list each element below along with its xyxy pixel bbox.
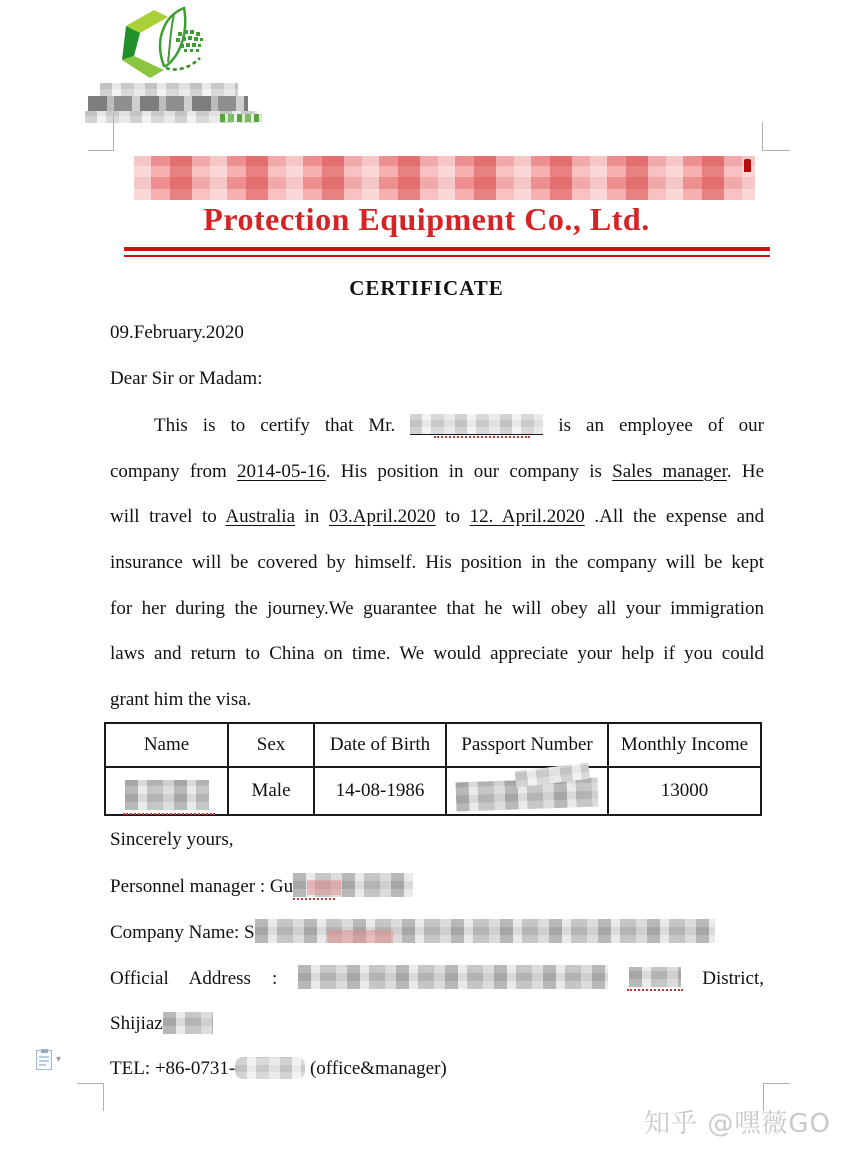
cell-income: 13000 [608,767,761,815]
closing-company-name [110,919,715,945]
tel-suffix-text: (office&manager) [309,1058,447,1079]
body-text: in [304,506,320,527]
col-header-name: Name [105,723,228,767]
underlined-hire-date: 2014-05-16 [237,461,326,482]
redaction-tint [328,930,392,943]
letterhead-rule-thin [124,255,770,257]
address-district-text: District, [702,968,764,989]
redacted-phone-blur [235,1057,305,1079]
underlined-position: Sales manager [612,461,727,482]
cell-sex: Male [228,767,314,815]
body-text: . His position in our company is [325,461,602,482]
closing-official-address [110,965,764,992]
company-name-label: Company Name: S [110,922,255,943]
underlined-travel-end: 12. April.2020 [469,506,585,527]
margin-crop-mark [113,115,114,151]
col-header-dob: Date of Birth [314,723,446,767]
underlined-travel-start: 03.April.2020 [329,506,436,527]
salutation: Dear Sir or Madam: [110,368,263,389]
body-line-5: for her during the journey.We guarantee that he will obey all your immigration [110,598,764,619]
margin-crop-mark [762,122,763,151]
body-text: . He [726,461,764,482]
cell-dob: 14-08-1986 [314,767,446,815]
employee-info-table [104,722,762,816]
redacted-logo-subtext-blur [220,114,262,122]
col-header-sex: Sex [228,723,314,767]
clipboard-paste-icon [36,1050,52,1070]
redacted-name-blur [125,780,209,810]
redacted-company-name-blur [255,919,715,943]
spellcheck-squiggle [293,898,335,900]
spellcheck-squiggle [123,813,215,815]
redacted-logo-text-blur [100,83,238,96]
margin-crop-mark [763,1083,790,1084]
closing-personnel-manager [110,873,413,899]
official-address-label: Official Address : [110,968,278,989]
redacted-manager-name-blur [293,873,413,897]
redacted-address-blur [298,965,608,989]
body-line-7: grant him the visa. [110,689,252,710]
redacted-passport-blur [456,777,599,811]
body-text: will travel to [110,506,217,527]
city-prefix-text: Shijiaz [110,1013,163,1034]
document-date: 09.February.2020 [110,322,244,343]
body-text: to [445,506,461,527]
body-line-2 [110,449,764,495]
body-text: company from [110,461,227,482]
redacted-district-name-blur [629,967,681,987]
company-logo-icon [112,4,220,86]
spellcheck-squiggle [434,436,530,438]
tel-prefix-text: TEL: +86-0731- [110,1058,236,1079]
spellcheck-squiggle [627,989,683,991]
body-line-1 [110,403,764,449]
underlined-destination: Australia [225,506,296,527]
margin-crop-mark [77,1083,104,1084]
personnel-manager-label: Personnel manager : Gu [110,876,294,897]
closing-tel [110,1056,447,1081]
col-header-passport: Passport Number [446,723,608,767]
body-line-3 [110,494,764,540]
zhihu-watermark: 知乎 @嘿薇GO [644,1109,831,1139]
margin-crop-mark [88,150,114,151]
redacted-logo-text-blur [88,96,248,111]
dropdown-arrow-icon: ▾ [56,1054,62,1065]
redacted-letterhead-blur [134,156,755,200]
body-line-6: laws and return to China on time. We would appreciate your help if you could [110,643,764,664]
redaction-tint [307,880,341,894]
cell-passport [446,767,608,815]
table-header-row [105,723,761,767]
table-row [105,767,761,815]
redacted-city-blur [163,1012,213,1034]
closing-sincerely: Sincerely yours, [110,829,234,850]
cell-name [105,767,228,815]
redacted-employee-name-blur [410,414,543,435]
closing-city [110,1011,213,1036]
margin-crop-mark [103,1083,104,1111]
paste-options-button[interactable] [36,1050,72,1074]
body-line-4: insurance will be covered by himself. His position in the company will be kept [110,552,764,573]
margin-crop-mark [762,150,790,151]
body-text: .All the expense and [594,506,764,527]
col-header-income: Monthly Income [608,723,761,767]
body-text: This is to certify that Mr. [154,415,396,436]
redacted-letterhead-mark [744,159,751,172]
body-text: is an employee of our [558,415,764,436]
company-name: Protection Equipment Co., Ltd. [203,201,650,237]
document-title: CERTIFICATE [349,276,504,300]
letterhead-rule-thick [124,247,770,251]
